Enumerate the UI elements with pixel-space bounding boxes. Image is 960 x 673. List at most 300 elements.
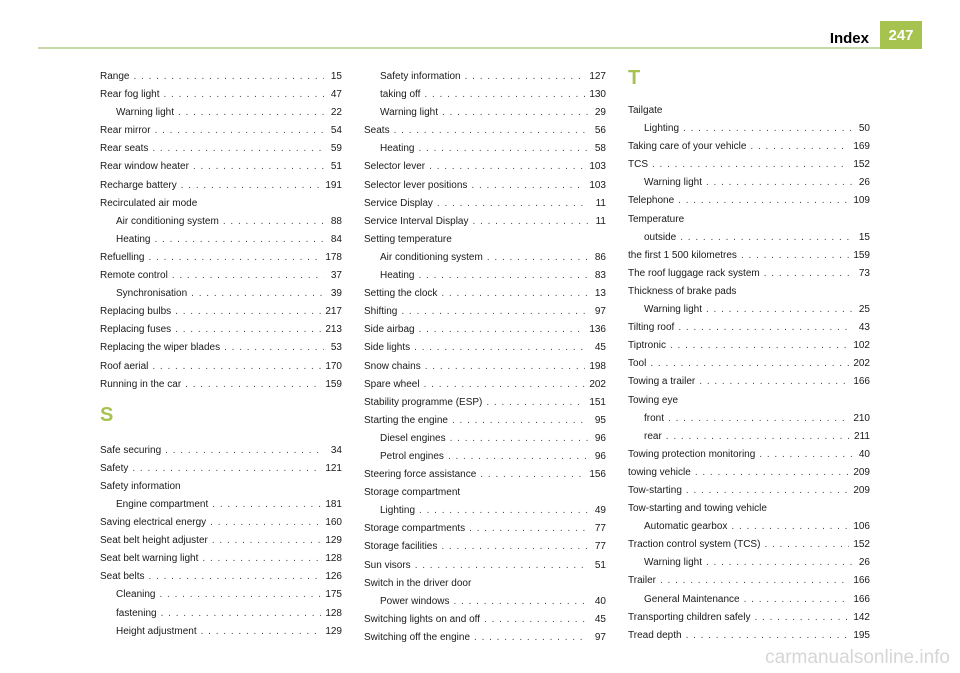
index-subentry [100,605,342,623]
entry-page-number: 25 [858,304,870,316]
entry-page-number: 54 [330,125,342,137]
entry-label: Storage facilities [364,541,438,553]
dot-leader [163,86,324,104]
entry-page-number: 86 [594,251,606,263]
entry-label: Heating [380,270,415,282]
entry-page-number: 191 [325,179,342,191]
entry-page-number: 102 [853,340,870,352]
index-entry [100,195,342,213]
entry-label: Seats [364,125,390,137]
index-subentry [364,593,606,611]
entry-label: Rear fog light [100,89,160,101]
entry-label: Selector lever positions [364,179,468,191]
index-subentry [628,229,870,247]
dot-leader [212,532,321,550]
dot-leader [394,122,588,140]
entry-label: Remote control [100,270,168,282]
entry-page-number: 142 [853,611,870,623]
entry-page-number: 22 [330,107,342,119]
dot-leader [415,557,588,575]
index-entry [628,446,870,464]
index-entry [364,321,606,339]
entry-label: Starting the engine [364,414,448,426]
index-subentry [628,410,870,428]
dot-leader [450,430,588,448]
entry-label: Switch in the driver door [364,577,472,589]
entry-label: Warning light [116,107,174,119]
index-subentry [628,518,870,536]
entry-page-number: 170 [325,360,342,372]
dot-leader [486,394,585,412]
index-entry [100,267,342,285]
entry-page-number: 77 [594,541,606,553]
index-entry [628,265,870,283]
entry-page-number: 49 [594,505,606,517]
entry-page-number: 127 [589,71,606,82]
index-subentry [628,120,870,138]
dot-leader [731,518,849,536]
entry-label: Rear window heater [100,161,189,173]
entry-label: Tow-starting [628,484,682,496]
entry-label: TCS [628,159,648,171]
index-subentry [100,586,342,604]
index-column-3 [628,68,870,645]
index-entry [628,337,870,355]
entry-label: Heating [116,233,151,245]
dot-leader [741,247,849,265]
entry-label: Side lights [364,342,411,354]
entry-label: Side airbag [364,324,415,336]
dot-leader [706,174,852,192]
entry-page-number: 175 [325,589,342,601]
index-entry [364,575,606,593]
entry-label: Towing protection monitoring [628,448,756,460]
entry-label: Automatic gearbox [644,521,728,533]
index-subentry [628,591,870,609]
dot-leader [418,267,588,285]
entry-page-number: 58 [594,143,606,155]
index-entry [364,158,606,176]
entry-label: Sun visors [364,559,411,571]
entry-label: Safety information [100,480,181,492]
entry-label: Warning light [644,557,702,569]
entry-label: Tread depth [628,629,682,641]
index-entry [100,122,342,140]
dot-leader [764,536,849,554]
dot-leader [178,104,324,122]
dot-leader [212,496,321,514]
entry-page-number: 152 [853,539,870,551]
index-entry [628,138,870,156]
entry-page-number: 73 [858,267,870,279]
dot-leader [175,303,321,321]
entry-page-number: 43 [858,322,870,334]
dot-leader [154,231,324,249]
dot-leader [172,267,324,285]
dot-leader [695,464,850,482]
index-entry [100,532,342,550]
dot-leader [487,249,588,267]
entry-label: General Maintenance [644,593,740,605]
entry-page-number: 53 [330,342,342,354]
entry-label: Power windows [380,595,450,607]
dot-leader [223,213,324,231]
entry-page-number: 166 [853,575,870,587]
entry-label: Traction control system (TCS) [628,539,761,551]
entry-page-number: 45 [594,613,606,625]
dot-leader [437,195,588,213]
entry-label: Tilting roof [628,322,675,334]
entry-label: taking off [380,89,421,101]
index-entry [364,358,606,376]
entry-label: Stability programme (ESP) [364,396,483,408]
entry-label: Air conditioning system [380,251,483,263]
entry-page-number: 130 [589,89,606,101]
dot-leader [161,605,322,623]
entry-page-number: 11 [595,197,606,209]
entry-page-number: 34 [330,444,342,456]
index-subentry [100,623,342,641]
entry-label: Replacing the wiper blades [100,342,221,354]
index-subentry [364,86,606,104]
dot-leader [678,192,849,210]
page-number-tab [880,21,922,49]
entry-page-number: 169 [853,141,870,153]
entry-page-number: 210 [853,412,870,424]
dot-leader [419,321,586,339]
entry-label: Seat belts [100,571,145,583]
dot-leader [155,122,324,140]
dot-leader [764,265,852,283]
dot-leader [414,339,588,357]
entry-label: Heating [380,143,415,155]
entry-label: Thickness of brake pads [628,285,737,297]
index-entry [364,394,606,412]
entry-label: Seat belt warning light [100,553,199,565]
entry-label: Tiptronic [628,340,666,352]
dot-leader [668,410,849,428]
entry-page-number: 97 [594,631,606,643]
dot-leader [210,514,321,532]
index-entry [100,68,342,86]
entry-page-number: 15 [330,71,342,82]
index-subentry [628,554,870,572]
entry-page-number: 15 [858,231,870,243]
entry-page-number: 160 [325,517,342,529]
entry-page-number: 129 [325,535,342,547]
entry-page-number: 121 [325,462,342,474]
dot-leader [678,319,852,337]
entry-label: Telephone [628,195,675,207]
entry-label: Towing a trailer [628,376,696,388]
entry-label: Storage compartment [364,487,461,499]
entry-label: Safety [100,462,129,474]
entry-label: Trailer [628,575,656,587]
entry-label: Replacing fuses [100,324,172,336]
index-entry [100,376,342,394]
index-subentry [364,448,606,466]
entry-label: Switching off the engine [364,631,471,643]
entry-label: The roof luggage rack system [628,267,760,279]
dot-leader [759,446,852,464]
entry-page-number: 209 [853,484,870,496]
index-subentry [100,104,342,122]
dot-leader [754,609,849,627]
entry-page-number: 181 [325,498,342,510]
entry-label: Recirculated air mode [100,197,198,209]
entry-label: Warning light [644,177,702,189]
dot-leader [425,358,586,376]
dot-leader [750,138,849,156]
index-entry [100,478,342,496]
dot-leader [452,412,588,430]
dot-leader [424,376,586,394]
index-subentry [364,140,606,158]
dot-leader [484,611,588,629]
entry-page-number: 45 [594,342,606,354]
entry-label: Synchronisation [116,288,188,300]
entry-page-number: 159 [325,378,342,390]
index-entry [628,627,870,645]
index-entry [364,213,606,231]
dot-leader [165,442,324,460]
dot-leader [148,249,321,267]
dot-leader [465,68,586,86]
dot-leader [686,482,849,500]
index-entry [364,122,606,140]
entry-page-number: 211 [854,430,870,442]
entry-page-number: 88 [330,215,342,227]
index-entry [628,247,870,265]
index-subentry [364,502,606,520]
index-subentry [364,104,606,122]
entry-label: Air conditioning system [116,215,219,227]
index-entry [364,466,606,484]
dot-leader [666,428,850,446]
entry-page-number: 40 [858,448,870,460]
index-entry [628,355,870,373]
index-entry [100,460,342,478]
entry-label: fastening [116,607,157,619]
index-letter-heading: S [100,403,114,426]
dot-leader [418,140,588,158]
index-entry [364,231,606,249]
entry-page-number: 84 [330,233,342,245]
entry-label: Transporting children safely [628,611,751,623]
dot-leader [193,158,324,176]
entry-page-number: 209 [853,466,870,478]
dot-leader [650,355,849,373]
entry-page-number: 166 [853,593,870,605]
dot-leader [159,586,321,604]
entry-label: outside [644,231,677,243]
index-entry [628,156,870,174]
index-entry [628,192,870,210]
dot-leader [699,373,849,391]
index-entry [628,373,870,391]
index-entry [628,211,870,229]
dot-leader [660,572,849,590]
entry-label: Cleaning [116,589,156,601]
entry-page-number: 202 [589,378,606,390]
entry-label: Saving electrical energy [100,517,207,529]
dot-leader [680,229,852,247]
index-entry [364,484,606,502]
entry-label: Service Display [364,197,433,209]
index-entry [364,412,606,430]
entry-label: Refuelling [100,251,145,263]
index-subentry [628,428,870,446]
dot-leader [480,466,585,484]
entry-label: Tailgate [628,105,663,116]
dot-leader [706,301,852,319]
entry-label: Tow-starting and towing vehicle [628,503,767,515]
index-subentry [364,430,606,448]
entry-page-number: 128 [325,607,342,619]
index-entry [628,319,870,337]
index-subentry [100,231,342,249]
entry-page-number: 51 [330,161,342,173]
entry-page-number: 96 [594,432,606,444]
entry-label: Setting temperature [364,233,452,245]
header-rule [38,47,922,49]
entry-page-number: 178 [325,251,342,263]
entry-label: Storage compartments [364,523,466,535]
entry-label: Safety information [380,71,461,82]
index-entry [100,303,342,321]
watermark: carmanualsonline.info [765,647,950,668]
dot-leader [441,538,588,556]
dot-leader [152,140,324,158]
entry-page-number: 198 [589,360,606,372]
entry-page-number: 39 [330,288,342,300]
page-number: 247 [888,26,914,44]
entry-page-number: 50 [858,123,870,135]
dot-leader [181,177,322,195]
entry-label: Range [100,71,130,82]
dot-leader [744,591,850,609]
index-entry [100,568,342,586]
index-letter-heading: T [628,67,641,89]
entry-page-number: 97 [594,306,606,318]
index-entry [628,500,870,518]
dot-leader [401,303,588,321]
dot-leader [652,156,849,174]
entry-page-number: 156 [589,469,606,481]
index-entry [100,514,342,532]
entry-page-number: 40 [594,595,606,607]
entry-page-number: 159 [853,249,870,261]
entry-page-number: 129 [325,625,342,637]
index-entry [364,177,606,195]
dot-leader [453,593,588,611]
entry-label: the first 1 500 kilometres [628,249,737,261]
entry-label: Lighting [380,505,416,517]
index-column-2 [364,68,606,647]
index-entry [364,303,606,321]
dot-leader [469,520,588,538]
entry-label: Spare wheel [364,378,420,390]
entry-label: Diesel engines [380,432,446,444]
entry-page-number: 59 [330,143,342,155]
entry-page-number: 126 [325,571,342,583]
entry-page-number: 26 [858,177,870,189]
dot-leader [683,120,852,138]
entry-label: Taking care of your vehicle [628,141,747,153]
entry-label: Recharge battery [100,179,177,191]
dot-leader [424,86,585,104]
entry-label: Temperature [628,213,685,225]
entry-page-number: 217 [325,306,342,318]
entry-label: Towing eye [628,394,679,406]
entry-label: Switching lights on and off [364,613,481,625]
entry-label: Warning light [644,304,702,316]
entry-label: towing vehicle [628,466,691,478]
index-entry [364,376,606,394]
dot-leader [202,550,321,568]
index-entry [364,195,606,213]
dot-leader [472,213,588,231]
entry-page-number: 51 [594,559,606,571]
dot-leader [419,502,588,520]
entry-label: Lighting [644,123,680,135]
entry-page-number: 106 [853,521,870,533]
entry-label: Selector lever [364,161,426,173]
entry-page-number: 77 [594,523,606,535]
entry-label: Petrol engines [380,450,444,462]
entry-label: Roof aerial [100,360,149,372]
index-subentry [628,174,870,192]
index-entry [100,442,342,460]
dot-leader [706,554,852,572]
dot-leader [471,177,585,195]
dot-leader [201,623,322,641]
entry-label: Setting the clock [364,288,438,300]
index-entry [628,482,870,500]
entry-label: rear [644,430,662,442]
index-entry [364,520,606,538]
entry-page-number: 213 [325,324,342,336]
entry-page-number: 26 [858,557,870,569]
dot-leader [175,321,321,339]
entry-page-number: 103 [589,161,606,173]
dot-leader [185,376,321,394]
entry-page-number: 37 [330,270,342,282]
index-column-1 [100,68,342,641]
index-entry [100,177,342,195]
dot-leader [442,104,588,122]
index-subentry [364,68,606,86]
dot-leader [670,337,849,355]
dot-leader [441,285,588,303]
index-subentry [100,496,342,514]
index-entry [364,629,606,647]
index-entry [100,321,342,339]
dot-leader [148,568,321,586]
index-entry [100,86,342,104]
index-entry [100,140,342,158]
entry-page-number: 136 [589,324,606,336]
index-entry [364,285,606,303]
index-subentry [364,249,606,267]
dot-leader [448,448,588,466]
dot-leader [686,627,850,645]
index-entry [628,392,870,410]
index-subentry [364,267,606,285]
entry-label: Steering force assistance [364,469,477,481]
dot-leader [224,339,324,357]
entry-page-number: 29 [594,107,606,119]
